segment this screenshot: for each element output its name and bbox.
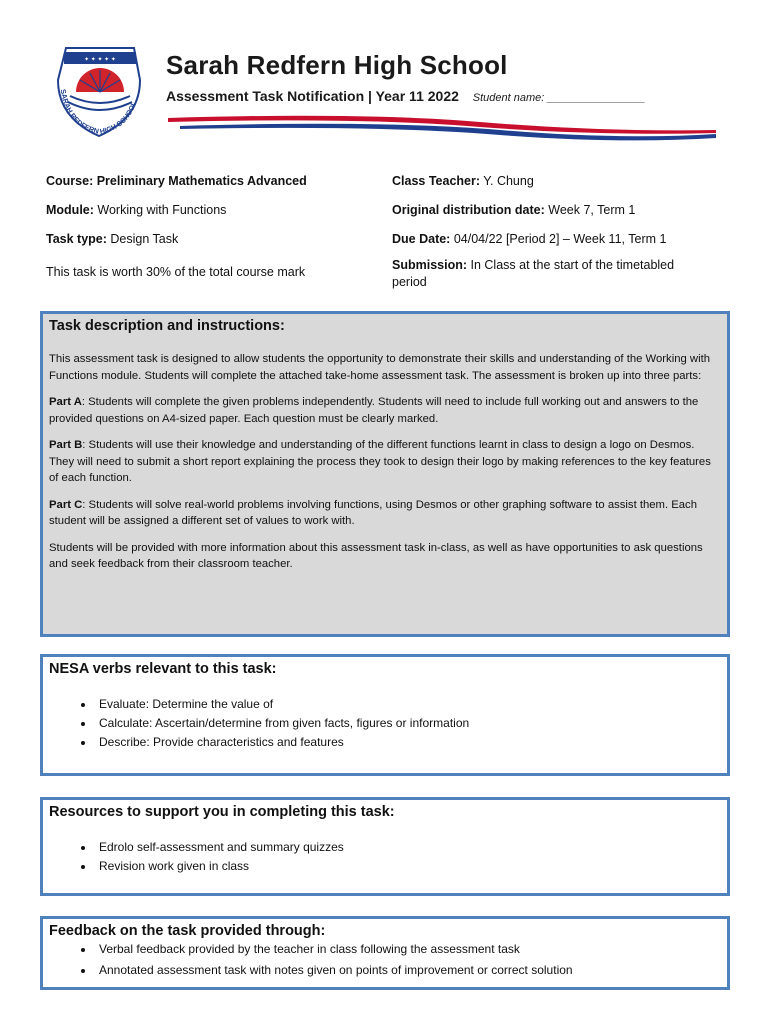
part-a-text: : Students will complete the given problems independently. Students will need to include full working out and answers to the provided questions on A4-sized paper. Each question must be clearly marked. — [49, 396, 699, 425]
submission-value: In Class at the start of the timetabled — [470, 258, 675, 272]
distribution-row — [392, 203, 635, 217]
submission-value-cont: period — [392, 275, 427, 289]
list-item: • Calculate: Ascertain/determine from given facts, figures or information — [95, 714, 721, 733]
feedback-box — [40, 916, 730, 990]
worth-text: This task is worth 30% of the total course mark — [46, 265, 306, 279]
submission-row — [392, 257, 674, 291]
module-row — [46, 203, 226, 217]
resources-box — [40, 797, 730, 896]
part-c — [49, 497, 721, 530]
resources-heading: Resources to support you in completing this task: — [49, 804, 395, 820]
svg-text:✦ ✦ ✦ ✦ ✦: ✦ ✦ ✦ ✦ ✦ — [84, 57, 116, 63]
list-item: • Describe: Provide characteristics and features — [95, 733, 721, 752]
school-crest-logo — [44, 40, 154, 140]
module-label: Module: — [46, 203, 94, 217]
part-a — [49, 394, 721, 427]
logo-text: SARAH REDFERN HIGH SCHOOL — [58, 88, 139, 137]
part-c-text: : Students will solve real-world problems involving functions, using Desmos or other graphing software to assist them. Each student will be assigned a different set of values to work with. — [49, 498, 697, 527]
list-item: • Revision work given in class — [95, 857, 721, 876]
feedback-list — [49, 939, 721, 981]
list-item: • Annotated assessment task with notes given on points of improvement or correct solution — [95, 960, 721, 981]
header-swoosh — [160, 108, 720, 144]
part-b-text: : Students will use their knowledge and understanding of the different functions learnt in class to design a logo on Desmos. They will need to submit a short report explaining the process they took to design their logo by making references to the key features of each function. — [49, 439, 711, 484]
student-name-field[interactable]: Student name: ________________ — [472, 92, 646, 104]
feedback-heading: Feedback on the task provided through: — [49, 923, 326, 939]
task-type-row — [46, 232, 178, 246]
list-item: • Evaluate: Determine the value of — [95, 695, 721, 714]
due-date-value: 04/04/22 [Period 2] – Week 11, Term 1 — [453, 232, 667, 246]
module-value: Working with Functions — [97, 203, 227, 217]
nesa-heading: NESA verbs relevant to this task: — [49, 661, 277, 677]
nesa-verbs-box — [40, 654, 730, 776]
part-a-label: Part A — [49, 396, 82, 408]
teacher-label: Class Teacher: — [392, 174, 481, 188]
teacher-row — [392, 174, 534, 188]
task-type-label: Task type: — [46, 232, 107, 246]
task-intro: This assessment task is designed to allow students the opportunity to demonstrate their skills and understanding of the Working with Functions module. Students will complete the attached take-home assessment task. The assessment is broken up into three parts: — [49, 353, 711, 382]
submission-label: Submission: — [392, 258, 468, 272]
task-closing: Students will be provided with more information about this assessment task in-class, as well as have opportunities to ask questions and seek feedback from their classroom teacher. — [49, 541, 703, 570]
list-item: • Verbal feedback provided by the teacher in class following the assessment task — [95, 939, 721, 960]
distribution-value: Week 7, Term 1 — [548, 203, 636, 217]
task-description-heading: Task description and instructions: — [49, 318, 285, 334]
teacher-value: Y. Chung — [483, 174, 534, 188]
part-c-label: Part C — [49, 498, 83, 511]
due-date-row — [392, 232, 666, 246]
task-description-box — [40, 311, 730, 637]
distribution-label: Original distribution date: — [392, 203, 545, 217]
subtitle-text: Assessment Task Notification | Year 11 2022 — [166, 88, 459, 104]
resources-list — [49, 838, 721, 876]
course-row — [46, 174, 307, 188]
course-value: Preliminary Mathematics Advanced — [96, 174, 307, 188]
part-b — [49, 437, 721, 487]
course-label: Course: — [46, 174, 94, 188]
list-item: • Edrolo self-assessment and summary quizzes — [95, 838, 721, 857]
page-subtitle — [166, 88, 645, 104]
school-name: Sarah Redfern High School — [166, 50, 508, 80]
part-b-label: Part B — [49, 439, 83, 451]
task-type-value: Design Task — [110, 232, 179, 246]
nesa-list — [49, 695, 721, 752]
due-date-label: Due Date: — [392, 232, 451, 246]
